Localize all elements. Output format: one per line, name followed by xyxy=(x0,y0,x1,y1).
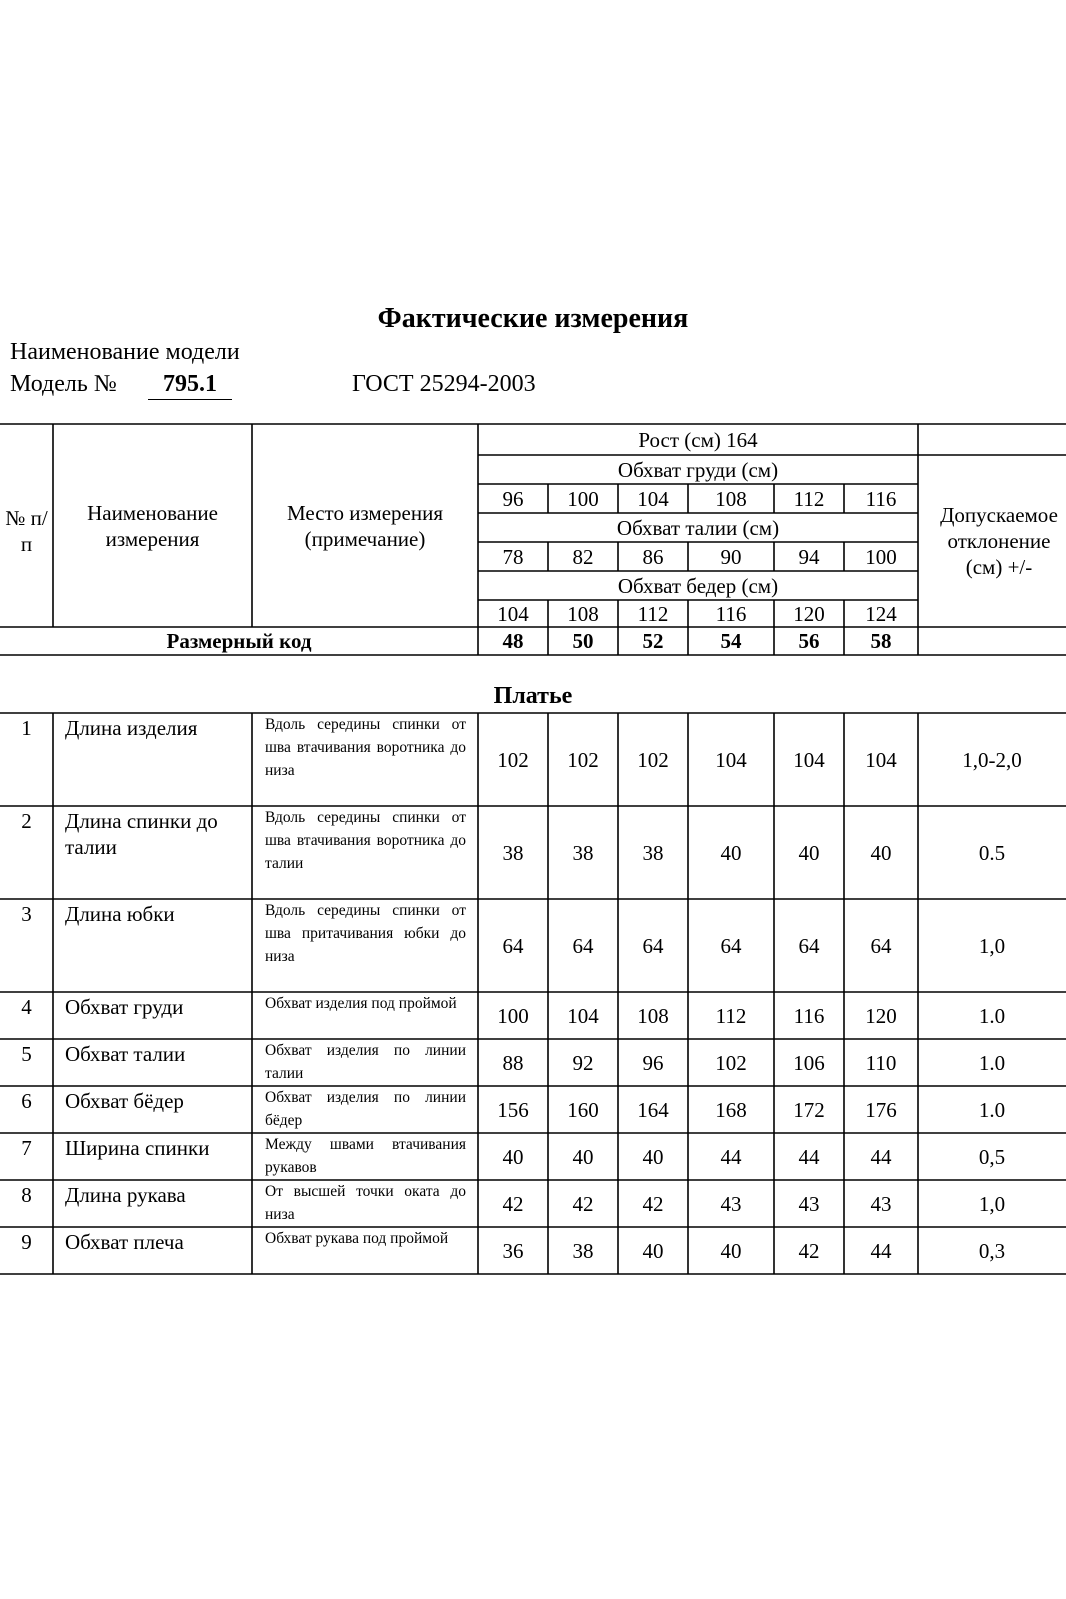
row-number: 4 xyxy=(21,995,32,1019)
header-tolerance: Допускаемое отклонение (см) +/- xyxy=(940,503,1058,579)
row-value-cell: 120 xyxy=(865,1003,897,1028)
row-place: Обхват изделия по линии талии xyxy=(265,1042,466,1082)
hips-size-cell: 112 xyxy=(637,601,669,626)
row-value-cell: 38 xyxy=(642,840,664,865)
row-name: Обхват плеча xyxy=(65,1230,184,1254)
row-name: Обхват груди xyxy=(65,995,184,1019)
row-number: 7 xyxy=(21,1136,32,1160)
row-tolerance: 1.0 xyxy=(978,1097,1006,1122)
row-value-cell: 42 xyxy=(798,1238,820,1263)
row-tolerance: 1.0 xyxy=(978,1050,1006,1075)
row-name: Ширина спинки xyxy=(65,1136,210,1160)
size-code-cell: 58 xyxy=(870,629,892,653)
waist-size-cell: 86 xyxy=(642,544,664,569)
header-height: Рост (см) 164 xyxy=(638,427,758,452)
header-waist-label: Обхват талии (см) xyxy=(616,515,780,540)
row-tolerance: 0.5 xyxy=(978,840,1006,865)
section-title: Платье xyxy=(493,683,573,709)
row-tolerance: 1,0 xyxy=(978,1191,1006,1216)
waist-size-cell: 100 xyxy=(865,544,897,569)
row-place: Вдоль середины спинки от шва притачивания юбки до низа xyxy=(265,902,466,965)
row-value-cell: 104 xyxy=(865,747,897,772)
row-value-cell: 40 xyxy=(642,1144,664,1169)
row-value-cell: 44 xyxy=(870,1238,892,1263)
row-value-cell: 102 xyxy=(637,747,669,772)
row-value-cell: 43 xyxy=(798,1191,820,1216)
row-place: Вдоль середины спинки от шва втачивания воротника до талии xyxy=(265,809,466,872)
size-code-cell: 54 xyxy=(720,629,742,653)
row-value-cell: 104 xyxy=(793,747,825,772)
row-value-cell: 108 xyxy=(637,1003,669,1028)
header-name: Наименование измерения xyxy=(87,500,218,551)
size-code-cell: 56 xyxy=(798,629,820,653)
row-value-cell: 36 xyxy=(502,1238,524,1263)
model-name-label: Наименование модели xyxy=(10,339,240,365)
row-value-cell: 112 xyxy=(715,1003,747,1028)
row-number: 2 xyxy=(21,809,32,833)
row-value-cell: 104 xyxy=(715,747,747,772)
row-name: Длина спинки до талии xyxy=(65,809,218,859)
chest-size-cell: 112 xyxy=(793,486,825,511)
row-value-cell: 38 xyxy=(502,840,524,865)
row-value-cell: 164 xyxy=(637,1097,669,1122)
size-code-cell: 50 xyxy=(572,629,594,653)
waist-size-cell: 90 xyxy=(720,544,742,569)
row-value-cell: 40 xyxy=(720,840,742,865)
gost-standard: ГОСТ 25294-2003 xyxy=(352,371,536,397)
row-tolerance: 1.0 xyxy=(978,1003,1006,1028)
row-value-cell: 64 xyxy=(798,933,820,958)
model-number-label: Модель № xyxy=(10,371,117,397)
row-value-cell: 40 xyxy=(502,1144,524,1169)
row-value-cell: 40 xyxy=(572,1144,594,1169)
row-place: Обхват изделия по линии бёдер xyxy=(265,1089,466,1129)
row-value-cell: 40 xyxy=(798,840,820,865)
row-value-cell: 156 xyxy=(497,1097,529,1122)
waist-size-cell: 82 xyxy=(572,544,594,569)
row-tolerance: 0,5 xyxy=(978,1144,1006,1169)
chest-size-cell: 100 xyxy=(567,486,599,511)
row-value-cell: 42 xyxy=(572,1191,594,1216)
header-chest-label: Обхват груди (см) xyxy=(617,457,779,482)
row-value-cell: 38 xyxy=(572,1238,594,1263)
row-value-cell: 116 xyxy=(793,1003,825,1028)
waist-size-cell: 94 xyxy=(798,544,820,569)
row-value-cell: 106 xyxy=(793,1050,825,1075)
chest-size-cell: 116 xyxy=(865,486,897,511)
row-value-cell: 100 xyxy=(497,1003,529,1028)
row-place: Обхват рукава под проймой xyxy=(265,1230,449,1247)
header-num: № п/п xyxy=(5,505,48,556)
row-value-cell: 43 xyxy=(720,1191,742,1216)
header-hips-label: Обхват бедер (см) xyxy=(617,573,779,598)
hips-size-cell: 116 xyxy=(715,601,747,626)
row-place: От высшей точки оката до низа xyxy=(265,1183,466,1223)
hips-size-cell: 108 xyxy=(567,601,599,626)
row-value-cell: 40 xyxy=(642,1238,664,1263)
row-place: Вдоль середины спинки от шва втачивания воротника до низа xyxy=(265,716,466,779)
row-place: Обхват изделия под проймой xyxy=(265,995,457,1012)
row-value-cell: 92 xyxy=(572,1050,594,1075)
row-value-cell: 110 xyxy=(865,1050,897,1075)
row-value-cell: 42 xyxy=(642,1191,664,1216)
row-value-cell: 43 xyxy=(870,1191,892,1216)
header-place: Место измерения (примечание) xyxy=(286,500,443,551)
row-value-cell: 176 xyxy=(865,1097,897,1122)
row-value-cell: 40 xyxy=(720,1238,742,1263)
chest-size-cell: 108 xyxy=(715,486,747,511)
hips-size-cell: 104 xyxy=(497,601,529,626)
row-name: Обхват талии xyxy=(65,1042,186,1066)
size-code-label: Размерный код xyxy=(166,629,312,653)
row-name: Длина рукава xyxy=(65,1183,186,1207)
row-value-cell: 102 xyxy=(715,1050,747,1075)
row-value-cell: 38 xyxy=(572,840,594,865)
row-number: 3 xyxy=(21,902,32,926)
row-value-cell: 102 xyxy=(497,747,529,772)
size-code-cell: 48 xyxy=(502,629,524,653)
row-value-cell: 64 xyxy=(502,933,524,958)
row-number: 5 xyxy=(21,1042,32,1066)
row-value-cell: 42 xyxy=(502,1191,524,1216)
row-value-cell: 88 xyxy=(502,1050,524,1075)
row-value-cell: 168 xyxy=(715,1097,747,1122)
model-number: 795.1 xyxy=(148,369,232,400)
hips-size-cell: 120 xyxy=(793,601,825,626)
row-tolerance: 1,0-2,0 xyxy=(962,747,1022,772)
row-number: 8 xyxy=(21,1183,32,1207)
row-name: Обхват бёдер xyxy=(65,1089,184,1113)
row-number: 1 xyxy=(21,716,32,740)
row-value-cell: 102 xyxy=(567,747,599,772)
row-value-cell: 172 xyxy=(793,1097,825,1122)
row-name: Длина изделия xyxy=(65,716,198,740)
row-value-cell: 104 xyxy=(567,1003,599,1028)
row-tolerance: 0,3 xyxy=(978,1238,1006,1263)
chest-size-cell: 104 xyxy=(637,486,669,511)
chest-size-cell: 96 xyxy=(502,486,524,511)
row-value-cell: 64 xyxy=(870,933,892,958)
row-value-cell: 64 xyxy=(720,933,742,958)
row-value-cell: 44 xyxy=(798,1144,820,1169)
row-tolerance: 1,0 xyxy=(978,933,1006,958)
row-value-cell: 64 xyxy=(572,933,594,958)
row-value-cell: 44 xyxy=(720,1144,742,1169)
row-place: Между швами втачивания рукавов xyxy=(265,1136,466,1176)
row-value-cell: 40 xyxy=(870,840,892,865)
hips-size-cell: 124 xyxy=(865,601,897,626)
row-value-cell: 96 xyxy=(642,1050,664,1075)
row-number: 6 xyxy=(21,1089,32,1113)
size-code-cell: 52 xyxy=(642,629,664,653)
row-name: Длина юбки xyxy=(65,902,175,926)
page-title: Фактические измерения xyxy=(377,303,689,334)
row-value-cell: 64 xyxy=(642,933,664,958)
waist-size-cell: 78 xyxy=(502,544,524,569)
row-number: 9 xyxy=(21,1230,32,1254)
row-value-cell: 44 xyxy=(870,1144,892,1169)
row-value-cell: 160 xyxy=(567,1097,599,1122)
